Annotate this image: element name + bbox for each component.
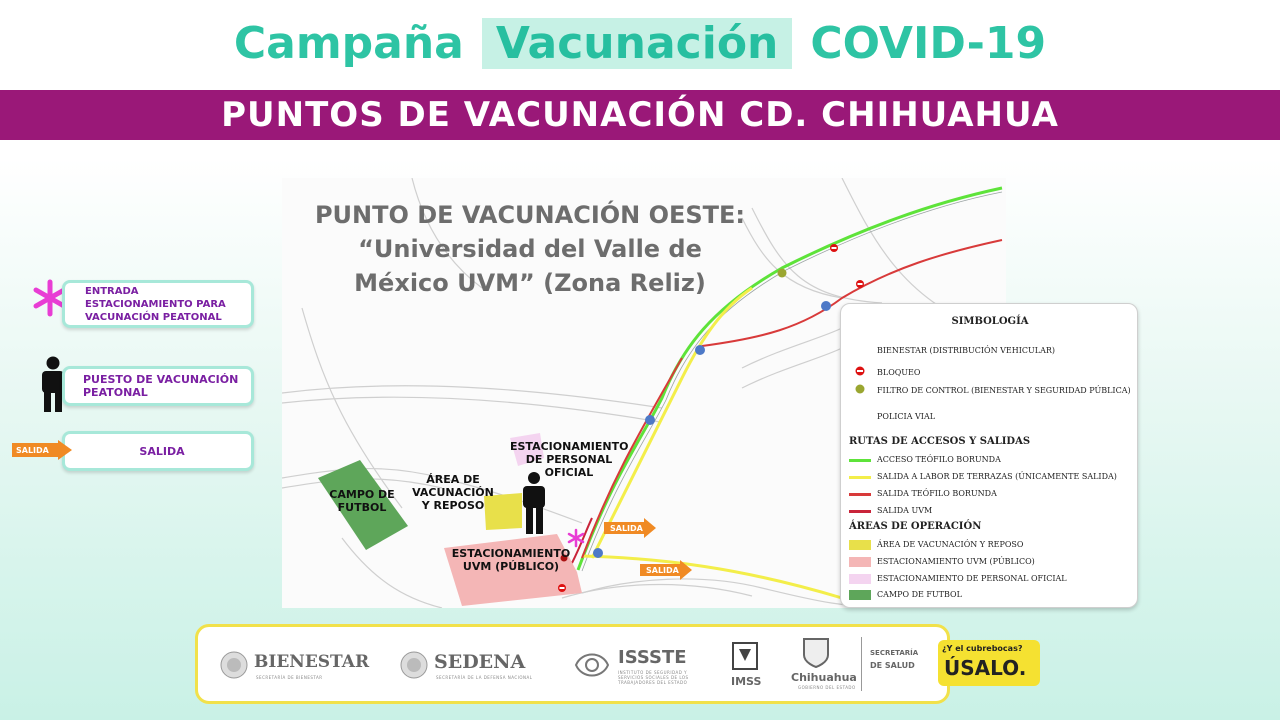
simb-policia: POLICIA VIAL bbox=[877, 412, 936, 421]
logo-salud-line1: SECRETARÍA bbox=[870, 649, 919, 657]
logo-bar bbox=[195, 624, 950, 704]
label-area-vacunacion: ÁREA DE VACUNACIÓN Y REPOSO bbox=[412, 473, 494, 512]
logo-issste-sub: INSTITUTO DE SEGURIDAD Y SERVICIOS SOCIALES DE LOS TRABAJADORES DEL ESTADO bbox=[618, 670, 689, 685]
banner: PUNTOS DE VACUNACIÓN CD. CHIHUAHUA bbox=[0, 90, 1280, 140]
header-title bbox=[0, 8, 1280, 78]
bienestar-seal-icon bbox=[220, 651, 248, 679]
map-title-line3: México UVM” (Zona Reliz) bbox=[354, 269, 706, 297]
legend-entrada-label: ENTRADA ESTACIONAMIENTO PARA VACUNACIÓN PEATONAL bbox=[85, 285, 226, 323]
usalo-question: ¿Y el cubrebocas? bbox=[942, 644, 1023, 653]
area-swatch bbox=[849, 590, 871, 600]
map-title bbox=[290, 198, 770, 300]
logo-issste: ISSSTE bbox=[618, 647, 687, 668]
map-salida-2: SALIDA bbox=[646, 566, 679, 575]
legend-salida-tag: SALIDA bbox=[16, 446, 49, 455]
simbologia-box bbox=[840, 303, 1138, 608]
simb-areas-head: ÁREAS DE OPERACIÓN bbox=[849, 521, 982, 532]
area-swatch bbox=[849, 540, 871, 550]
ruta-swatch bbox=[849, 493, 871, 496]
legend-salida-card bbox=[62, 431, 254, 471]
ruta-swatch bbox=[849, 510, 871, 513]
bloqueo-icon bbox=[855, 366, 865, 376]
title-highlight: Vacunación bbox=[482, 18, 792, 69]
usalo-text: ÚSALO. bbox=[944, 656, 1027, 680]
ruta-swatch bbox=[849, 459, 871, 462]
title-part1: Campaña bbox=[233, 17, 464, 69]
usalo-badge bbox=[938, 640, 1040, 686]
logo-bienestar: BIENESTAR bbox=[254, 652, 370, 672]
simb-ruta-4: SALIDA UVM bbox=[877, 506, 933, 515]
simb-area-4: CAMPO DE FUTBOL bbox=[877, 590, 962, 599]
title-part2: COVID-19 bbox=[810, 17, 1047, 69]
logo-chihuahua: Chihuahua bbox=[791, 671, 857, 684]
issste-icon bbox=[572, 645, 612, 685]
logo-chihuahua-sub: GOBIERNO DEL ESTADO bbox=[798, 685, 856, 690]
legend-salida-label: SALIDA bbox=[139, 444, 185, 458]
simb-ruta-2: SALIDA A LABOR DE TERRAZAS (ÚNICAMENTE SALIDA) bbox=[877, 472, 1117, 481]
simb-area-1: ÁREA DE VACUNACIÓN Y REPOSO bbox=[877, 540, 1024, 549]
simb-ruta-1: ACCESO TEÓFILO BORUNDA bbox=[877, 455, 1001, 464]
simb-ruta-3: SALIDA TEÓFILO BORUNDA bbox=[877, 489, 997, 498]
legend-puesto-label: PUESTO DE VACUNACIÓN PEATONAL bbox=[83, 373, 239, 399]
sedena-seal-icon bbox=[400, 651, 428, 679]
simb-filtro: FILTRO DE CONTROL (BIENESTAR Y SEGURIDAD PÚBLICA) bbox=[877, 386, 1131, 395]
area-swatch bbox=[849, 557, 871, 567]
simb-bloqueo: BLOQUEO bbox=[877, 368, 921, 377]
label-campo-futbol: CAMPO DE FUTBOL bbox=[329, 488, 395, 514]
imss-icon bbox=[731, 641, 759, 671]
legend-puesto-card bbox=[62, 366, 254, 406]
legend-entrada-card bbox=[62, 280, 254, 328]
logo-salud-line2: DE SALUD bbox=[870, 661, 915, 670]
logo-sedena-sub: SECRETARÍA DE LA DEFENSA NACIONAL bbox=[436, 675, 533, 680]
simbologia-title: SIMBOLOGÍA bbox=[951, 316, 1029, 327]
simb-rutas-head: RUTAS DE ACCESOS Y SALIDAS bbox=[849, 436, 1031, 447]
logo-divider bbox=[861, 637, 862, 691]
area-swatch bbox=[849, 574, 871, 584]
simb-area-2: ESTACIONAMIENTO UVM (PÚBLICO) bbox=[877, 557, 1035, 566]
simb-area-3: ESTACIONAMIENTO DE PERSONAL OFICIAL bbox=[877, 574, 1067, 583]
chihuahua-shield-icon bbox=[802, 637, 830, 669]
map-title-line2: “Universidad del Valle de bbox=[358, 235, 702, 263]
label-estacionamiento-uvm: ESTACIONAMIENTO UVM (PÚBLICO) bbox=[451, 547, 571, 573]
logo-sedena: SEDENA bbox=[434, 651, 526, 673]
ruta-swatch bbox=[849, 476, 871, 479]
logo-bienestar-sub: SECRETARÍA DE BIENESTAR bbox=[256, 675, 323, 680]
label-estacionamiento-personal: ESTACIONAMIENTO DE PERSONAL OFICIAL bbox=[510, 440, 629, 479]
filtro-icon bbox=[855, 384, 865, 394]
logo-imss: IMSS bbox=[731, 675, 762, 688]
map-title-line1: PUNTO DE VACUNACIÓN OESTE: bbox=[314, 201, 746, 229]
filtro-marker bbox=[778, 269, 787, 278]
map-salida-1: SALIDA bbox=[610, 524, 643, 533]
simb-bienestar: BIENESTAR (DISTRIBUCIÓN VEHICULAR) bbox=[877, 346, 1055, 355]
